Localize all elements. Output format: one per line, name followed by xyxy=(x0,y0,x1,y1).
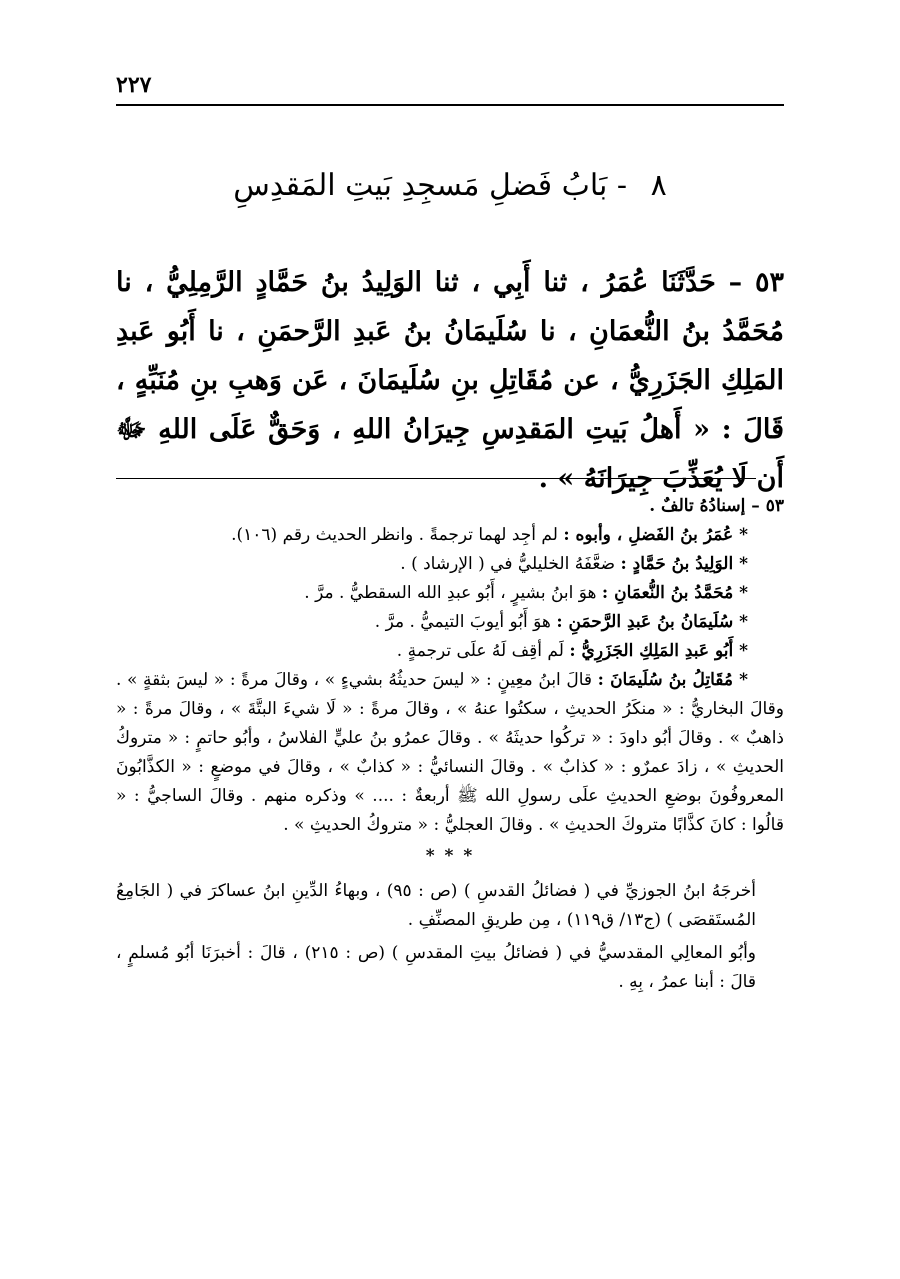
narrator-name: * سُلَيمَانُ بنُ عَبدِ الرَّحمَنِ : xyxy=(556,612,748,632)
section-divider-stars: * * * xyxy=(425,846,475,866)
hadith-text: ٥٣ – حَدَّثَنَا عُمَرُ ، ثنا أَبِي ، ثنا الوَلِيدُ بنُ حَمَّادٍ الرَّمِلِيُّ ، نا مُحَمَّدُ بنُ النُّعمَانِ ، نا سُلَيمَانُ بنُ عَبدِ الرَّحمَنِ ، نا أَبُو عَبدِ المَلِكِ الجَزَرِيُّ ، عن مُقَاتِلِ بنِ سُلَيمَانَ ، عَن وَهبِ بنِ مُنَبِّهٍ ، قَالَ : « أَهلُ بَيتِ المَقدِسِ جِيرَانُ اللهِ ، وَحَقٌّ عَلَى اللهِ ﷻ أَن لَا يُعَذِّبَ جِيرَانَهُ » . xyxy=(116,267,784,494)
narrator-name: * مُقَاتِلُ بنُ سُلَيمَانَ : xyxy=(597,670,749,690)
narrator-note: هوَ ابنُ بشيرٍ ، أَبُو عبدِ الله السقطيُّ . مرَّ . xyxy=(304,583,602,603)
narrator-note: هوَ أَبُو أيوبَ التيميُّ . مرَّ . xyxy=(374,612,557,632)
narrator-note: لَم أقِف لَهُ علَى ترجمةٍ . xyxy=(396,641,570,661)
narrator-name: * مُحَمَّدُ بنُ النُّعمَانِ : xyxy=(601,583,748,603)
takhrij-paragraph: وأبُو المعالِي المقدسيُّ في ( فضائلُ بيتِ المقدسِ ) (ص : ٢١٥) ، قالَ : أخبرَنَا أبُو مُسلمٍ ، قالَ : أبنا عمرُ ، بِهِ . xyxy=(116,943,756,992)
narrator-entry xyxy=(116,608,784,637)
narrator-name: * عُمَرُ بنُ الفَضلِ ، وأبوه : xyxy=(563,525,748,545)
takhrij-paragraph: أخرجَهُ ابنُ الجوزيِّ في ( فضائلُ القدسِ ) (ص : ٩٥) ، وبهاءُ الدِّينِ ابنُ عساكرَ في ( الجَامِعُ المُستَقصَى ) (ج١٣/ ق١١٩) ، مِن طريقِ المصنِّفِ . xyxy=(116,881,756,930)
narrator-entry xyxy=(116,550,784,579)
muqatil-entry xyxy=(116,666,784,840)
narrator-entry xyxy=(116,579,784,608)
chapter-number: ٨ xyxy=(650,168,667,203)
narrator-note: لم أجِد لهما ترجمةً . وانظر الحديث رقم (١٠٦). xyxy=(231,525,564,545)
narrator-note: قالَ ابنُ معِينٍ : « ليسَ حديثُهُ بشيءٍ » ، وقالَ مرةً : « ليسَ بثقةٍ » . وقالَ البخاريُّ : « منكَرُ الحديثِ ، سكتُوا عنهُ » ، وقالَ مرةً : « لَا شيءَ البتَّةَ » ، وقالَ مرةً : « ذاهبٌ » . وقالَ أبُو داودَ : « تركُوا حديثَهُ » . وقالَ عمرُو بنُ عليٍّ الفلاسُ ، وأبُو حاتمٍ : « متروكُ الحديثِ » ، زادَ عمرٌو : « كذابٌ » . وقالَ النسائيُّ : « كذابٌ » ، وقالَ في موضعٍ : « الكذَّابُونَ المعروفُونَ بوضعِ الحديثِ علَى رسولِ الله ﷺ أربعةٌ : .... » وذكره منهم . وقالَ الساجيُّ : « قالُوا : كانَ كذَّابًا متروكَ الحديثِ » . وقالَ العجليُّ : « متروكُ الحديثِ » . xyxy=(116,670,784,835)
narrator-entry xyxy=(116,637,784,666)
header-rule xyxy=(116,104,784,106)
footnote-rule xyxy=(116,478,756,479)
narrator-entry xyxy=(116,521,784,550)
footnotes xyxy=(116,492,784,1001)
narrator-note: ضعَّفَهُ الخليليُّ في ( الإرشاد ) . xyxy=(400,554,621,574)
chapter-title-text: بَابُ فَضلِ مَسجِدِ بَيتِ المَقدِسِ xyxy=(233,168,608,203)
takhrij xyxy=(116,877,784,997)
notes-heading: ٥٣ – إسنادُهُ تالفٌ . xyxy=(649,496,784,516)
page-number: ٢٢٧ xyxy=(116,72,152,98)
chapter-title xyxy=(116,168,784,203)
narrator-name: * الوَلِيدُ بنُ حَمَّادٍ : xyxy=(620,554,748,574)
chapter-dash: - xyxy=(616,168,628,203)
narrator-name: * أَبُو عَبدِ المَلِكِ الجَزَرِيُّ : xyxy=(569,641,748,661)
